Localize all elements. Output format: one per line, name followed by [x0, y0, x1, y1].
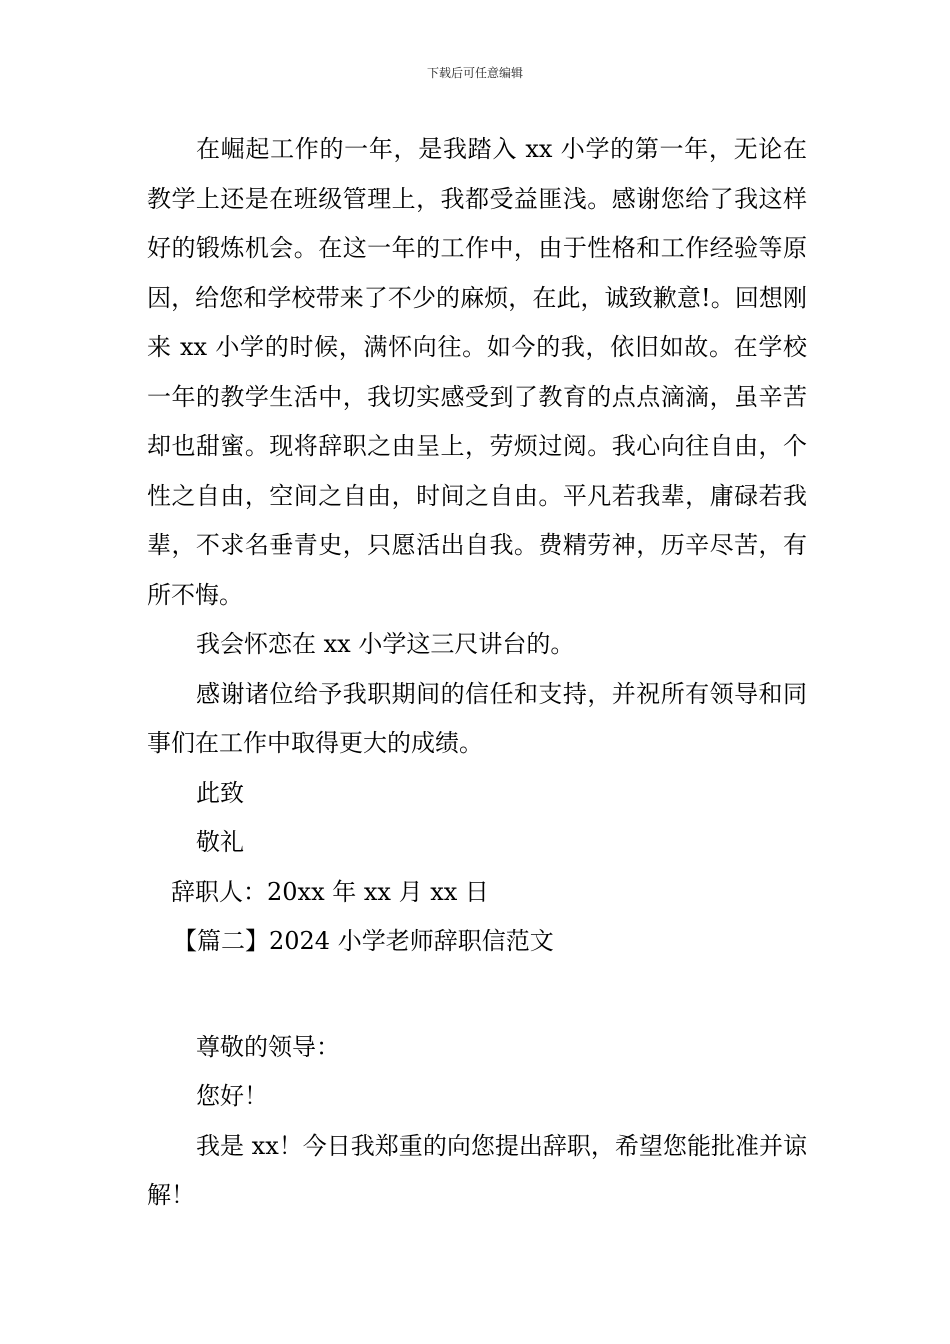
salutation-line: 尊敬的领导： — [196, 1032, 340, 1061]
thanks-paragraph: 感谢诸位给予我职期间的信任和支持，并祝所有领导和同事们在工作中取得更大的成绩。 — [147, 679, 807, 757]
closing-line-1: 此致 — [196, 778, 244, 807]
greeting-line: 您好！ — [196, 1082, 268, 1110]
section-title: 【篇二】2024 小学老师辞职信范文 — [173, 927, 554, 955]
intro-paragraph: 我是 xx！今日我郑重的向您提出辞职，希望您能批准并谅解！ — [147, 1131, 807, 1209]
signature-line: 辞职人：20xx 年 xx 月 xx 日 — [171, 877, 489, 906]
page-header: 下载后可任意编辑 — [426, 66, 523, 80]
letter-body-paragraph: 在崛起工作的一年，是我踏入 xx 小学的第一年，无论在教学上还是在班级管理上，我都受益匪浅。感谢您给了我这样好的锻炼机会。在这一年的工作中，由于性格和工作经验等原因，给您和学校带来了不少的麻烦，在此，诚致歉意!。回想刚来 xx 小学的时候，满怀向往。如今的我，依旧如故。在学校一年的教学生活中，我切实感受到了教育的点点滴滴，虽辛苦却也甜蜜。现将辞职之由呈上，劳烦过阅。我心向往自由，个性之自由，空间之自由，时间之自由。平凡若我辈，庸碌若我辈，不求名垂青史，只愿活出自我。费精劳神，历辛尽苦，有所不悔。 — [147, 135, 807, 609]
section-gap — [147, 967, 807, 1023]
nostalgia-paragraph: 我会怀恋在 xx 小学这三尺讲台的。 — [196, 630, 575, 658]
document-body — [147, 125, 807, 1221]
closing-line-2: 敬礼 — [196, 828, 244, 856]
